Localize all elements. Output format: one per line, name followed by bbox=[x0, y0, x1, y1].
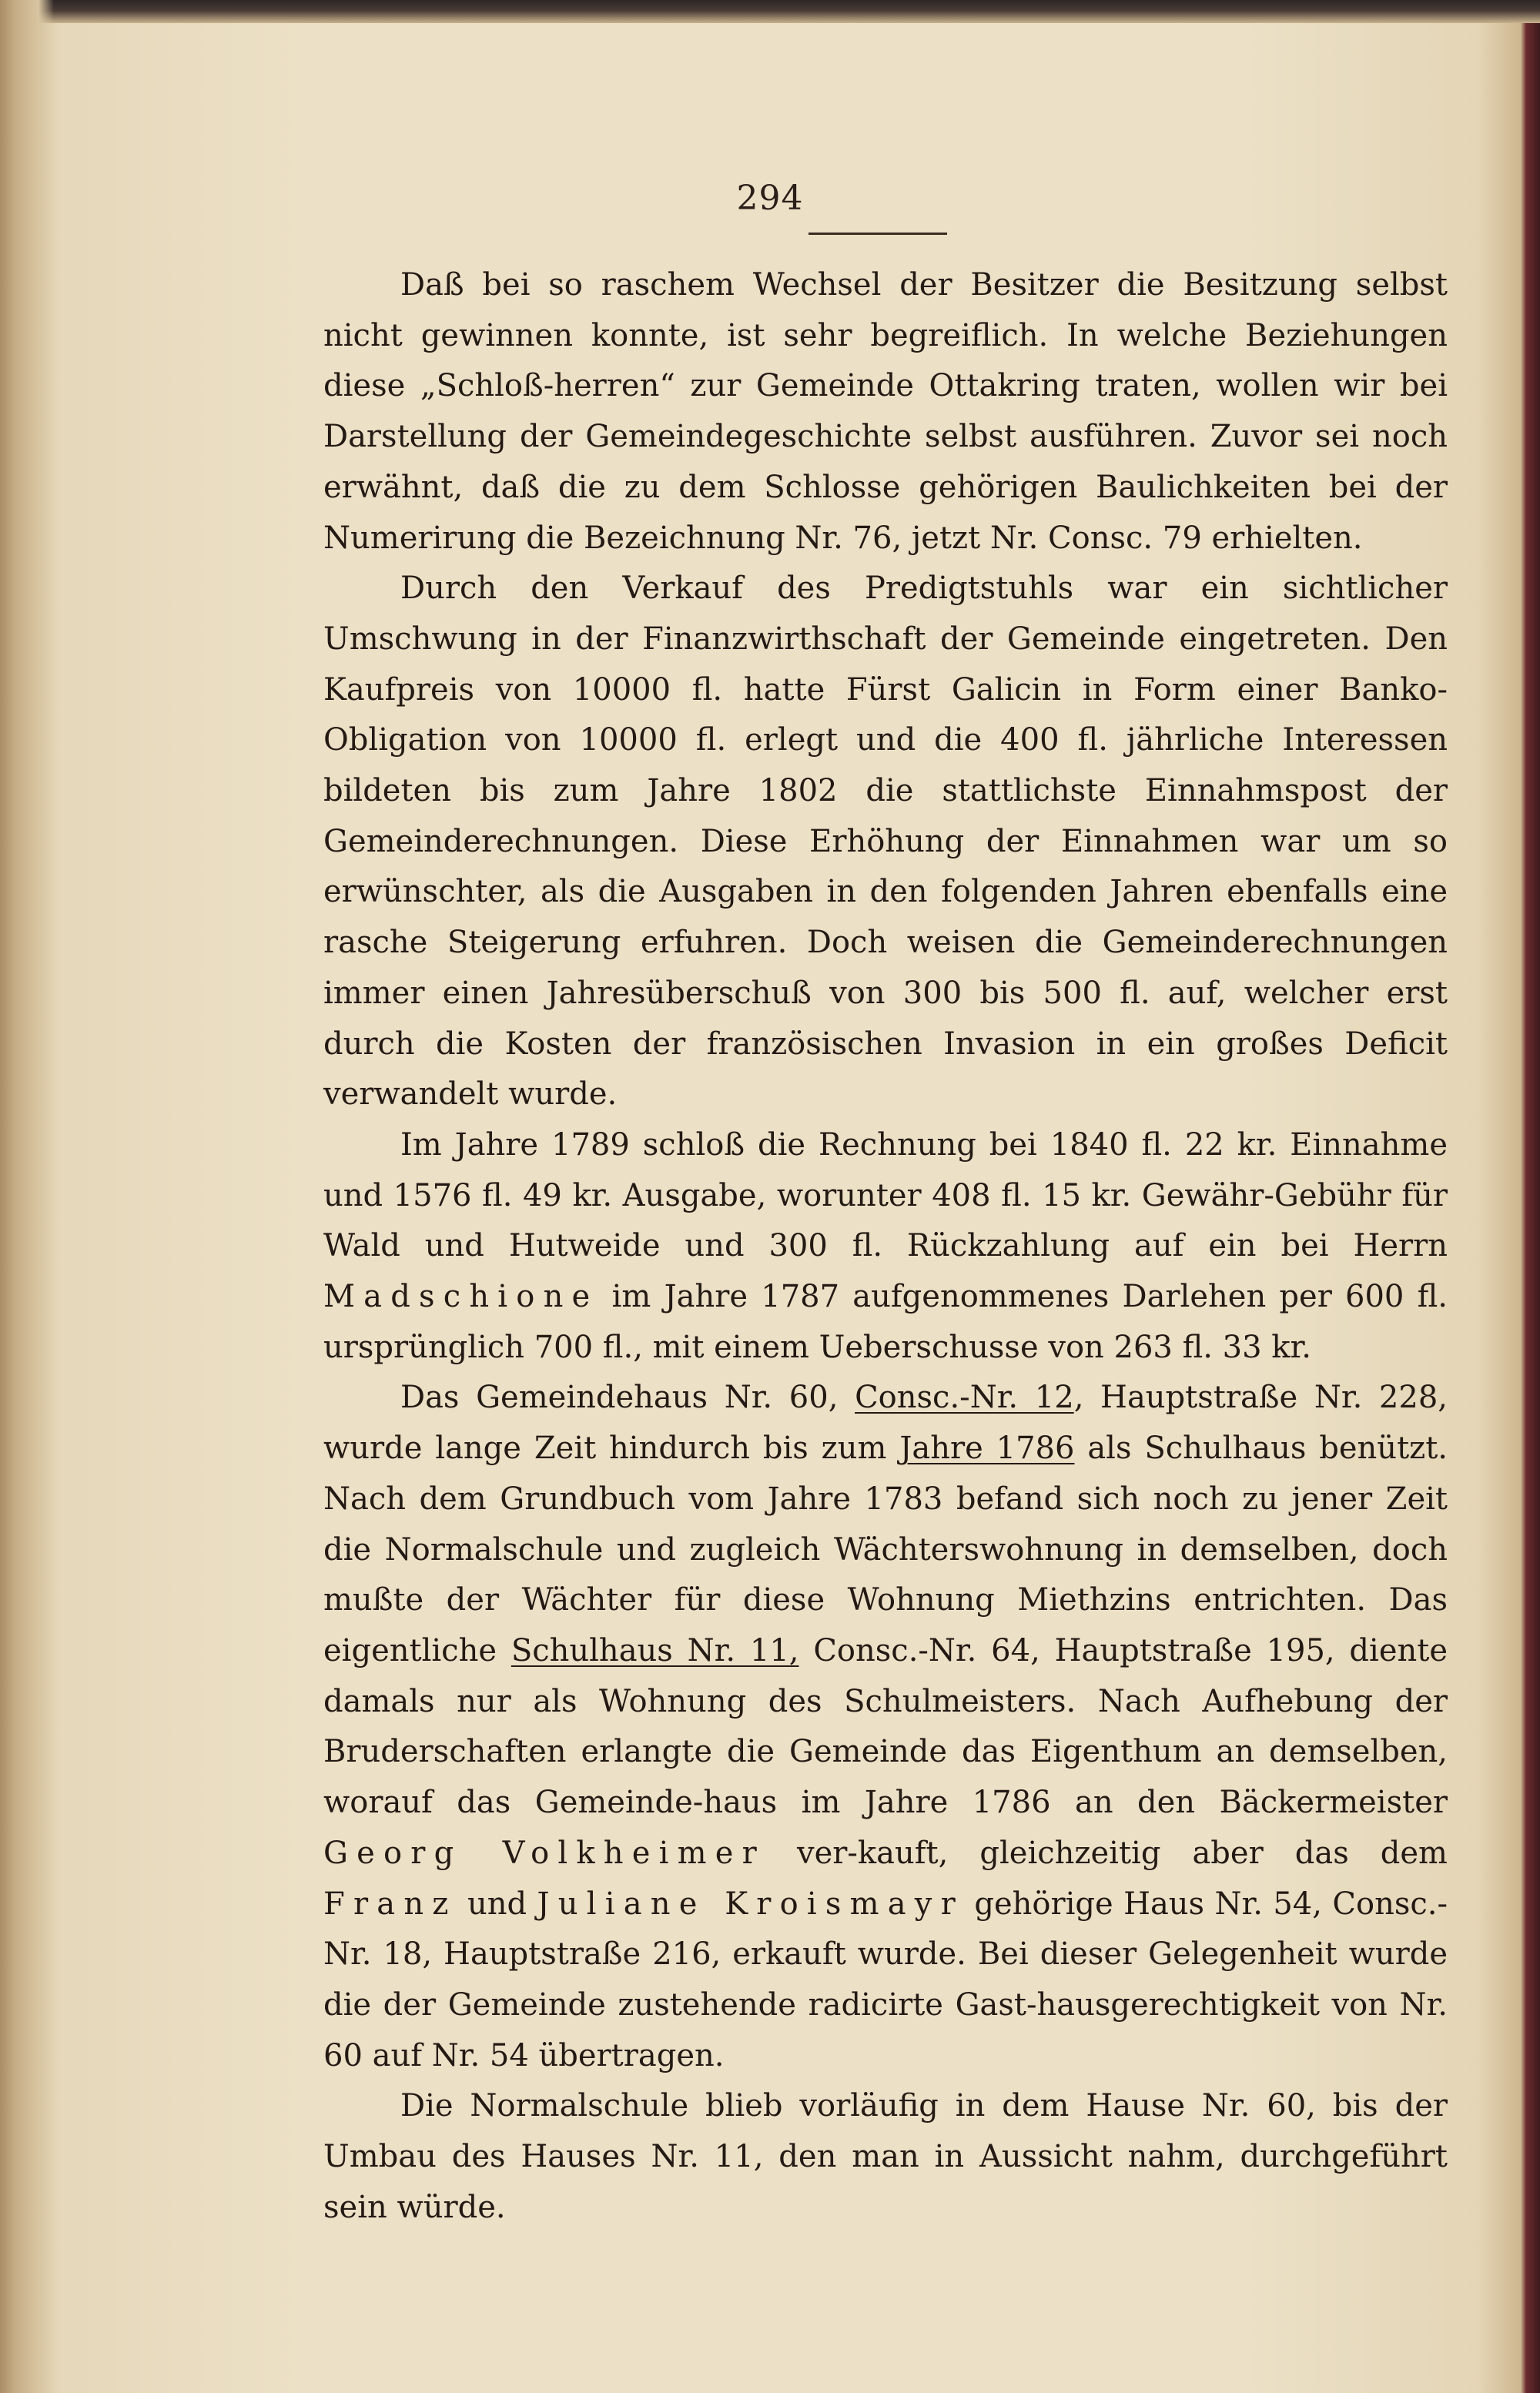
paragraph-2 bbox=[323, 564, 1448, 1120]
paragraph-text: als Schulhaus benützt. Nach dem Grundbuch vom Jahre 1783 befand sich noch zu jener Zeit die Normalschule und zugleich Wächterswohnung in demselben, doch mußte der Wächter für diese Wohnung Miethzins entrichten. Das eigentliche bbox=[323, 1431, 1448, 1668]
person-name-franz: Franz bbox=[323, 1886, 457, 1922]
paragraph-text: Daß bei so raschem Wechsel der Besitzer die Besitzung selbst nicht gewinnen konnte, ist sehr begreiflich. In welche Beziehungen diese „Schloß-herren“ zur Gemeinde Ottakring traten, wollen wir bei Darstellung der Gemeindegeschichte selbst ausführen. Zuvor sei noch erwähnt, daß die zu dem Schlosse gehörigen Baulichkeiten bei der Numerirung die Bezeichnung Nr. 76, jetzt Nr. Consc. 79 erhielten. bbox=[323, 267, 1448, 556]
book-gutter-left bbox=[0, 0, 54, 2393]
paragraph-text: Im Jahre 1789 schloß die Rechnung bei 1840 fl. 22 kr. Einnahme und 1576 fl. 49 kr. Ausgabe, worunter 408 fl. 15 kr. Gewähr-Gebühr für Wald und Hutweide und 300 fl. Rückzahlung auf ein bei Herrn bbox=[323, 1126, 1448, 1264]
book-edge-top bbox=[0, 0, 1540, 23]
paragraph-text: Durch den Verkauf des Predigtstuhls war ein sichtlicher Umschwung in der Finanzwirthschaft der Gemeinde eingetreten. Den Kaufpreis von 10000 fl. hatte Fürst Galicin in Form einer Banko-Obligation von 10000 fl. erlegt und die 400 fl. jährliche Interessen bildeten bis zum Jahre 1802 die stattlichste Einnahmspost der Gemeinderechnungen. Diese Erhöhung der Einnahmen war um so erwünschter, als die Ausgaben in den folgenden Jahren ebenfalls eine rasche Steigerung erfuhren. Doch weisen die Gemeinderechnungen immer einen Jahresüberschuß von 300 bis 500 fl. auf, welcher erst durch die Kosten der französischen Invasion in ein großes Deficit verwandelt wurde. bbox=[323, 571, 1448, 1113]
underlined-schulhaus-nr-11: Schulhaus Nr. 11, bbox=[511, 1632, 799, 1668]
paragraph-text: Consc.-Nr. 64, Hauptstraße 195, diente damals nur als Wohnung des Schulmeisters. Nach Aufhebung der Bruderschaften erlangte die Gemeinde das Eigenthum an demselben, worauf das Gemeinde-haus im Jahre 1786 an den Bäckermeister bbox=[323, 1632, 1448, 1821]
page-number: 294 bbox=[736, 179, 804, 218]
underlined-jahre-1786: Jahre 1786 bbox=[899, 1431, 1075, 1467]
paragraph-text: Das Gemeindehaus Nr. 60, bbox=[400, 1380, 855, 1416]
paragraph-text: Die Normalschule blieb vorläufig in dem Hause Nr. 60, bis der Umbau des Hauses Nr. 11, den man in Aussicht nahm, durchgeführt sein würde. bbox=[323, 2088, 1448, 2225]
person-name-juliane-kroismayr: Juliane Kroismayr bbox=[537, 1886, 964, 1922]
paragraph-text: gehörige Haus Nr. 54, Consc.-Nr. 18, Hauptstraße 216, erkauft wurde. Bei dieser Gelegenheit wurde die der Gemeinde zustehende radicirte Gast-hausgerechtigkeit von Nr. 60 auf Nr. 54 übertragen. bbox=[323, 1886, 1448, 2073]
paragraph-text: ver-kauft, gleichzeitig aber das dem bbox=[765, 1835, 1448, 1871]
person-name-madschione: Madschione bbox=[323, 1279, 599, 1315]
body-text bbox=[323, 260, 1448, 2233]
paragraph-5 bbox=[323, 2081, 1448, 2233]
underlined-consc-nr-12: Consc.-Nr. 12 bbox=[855, 1380, 1074, 1416]
paragraph-3 bbox=[323, 1120, 1448, 1374]
paragraph-text: und bbox=[457, 1886, 537, 1922]
paragraph-1 bbox=[323, 260, 1448, 564]
paragraph-text: , Hauptstraße Nr. 228, wurde lange Zeit hindurch bis zum bbox=[323, 1380, 1448, 1467]
person-name-georg-volkheimer: Georg Volkheimer bbox=[323, 1835, 765, 1871]
paragraph-text: im Jahre 1787 aufgenommenes Darlehen per 600 fl. ursprünglich 700 fl., mit einem Ueberschusse von 263 fl. 33 kr. bbox=[323, 1279, 1448, 1365]
page-number-rule bbox=[808, 233, 947, 235]
paragraph-4 bbox=[323, 1373, 1448, 2081]
